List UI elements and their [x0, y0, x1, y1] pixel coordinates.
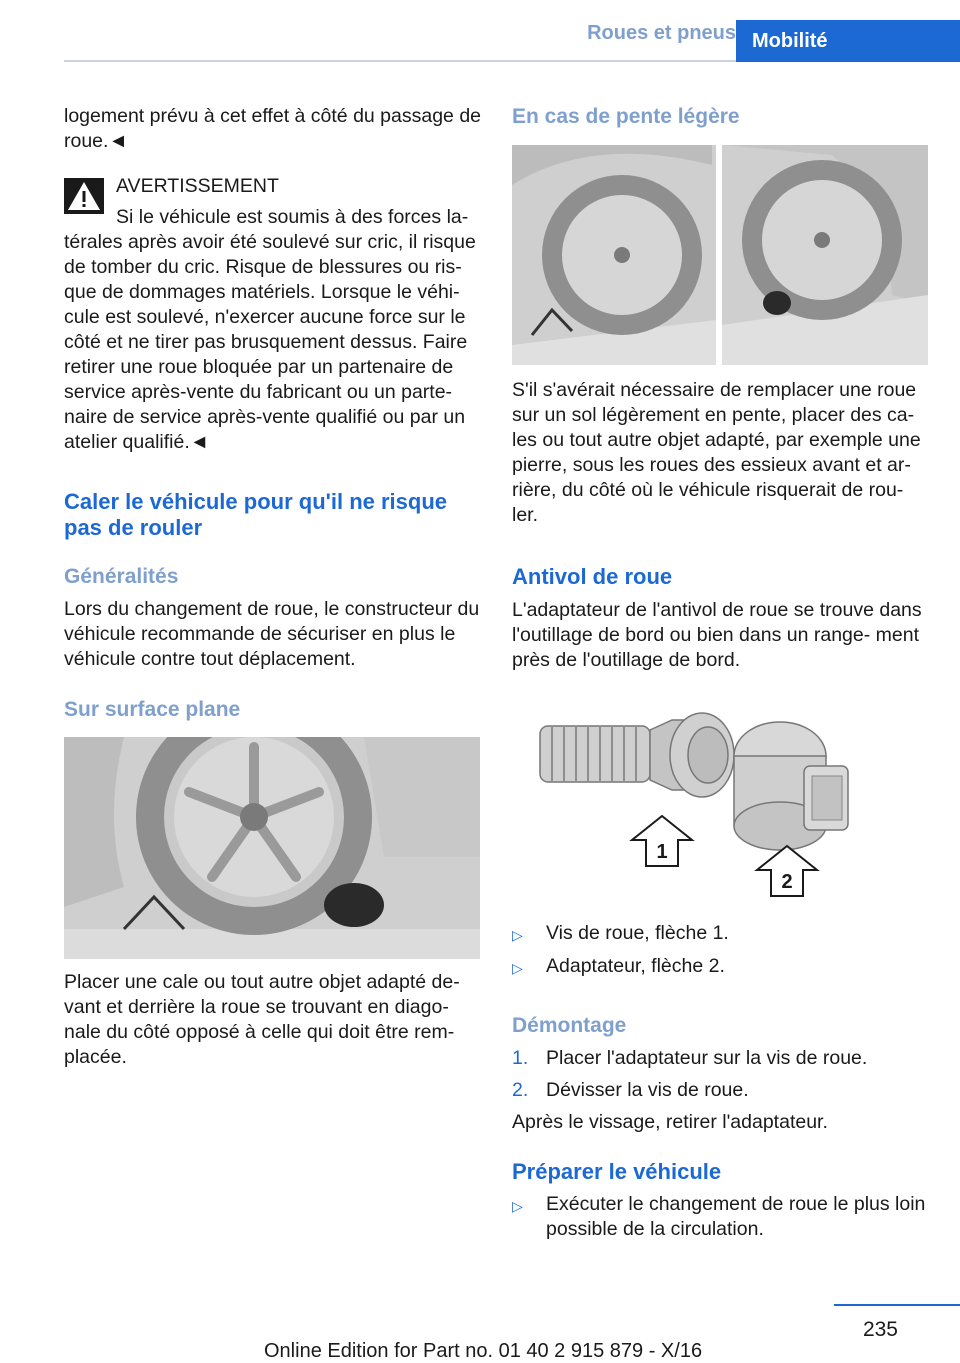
heading-wheel-lock: Antivol de roue	[512, 564, 673, 589]
step-text: Dévisser la vis de roue.	[546, 1079, 749, 1101]
header-chapter-tab[interactable]: Mobilité	[736, 20, 960, 62]
flat-surface-illustration	[64, 737, 480, 959]
heading-flat-surface: Sur surface plane	[64, 698, 241, 721]
slope-paragraph: S'il s'avérait nécessaire de remplacer une roue sur un sol légèrement en pente, placer des ca‐ les ou tout autre objet adapté, par exemple une pierre, sous les roues des essieux avant et ar‐ rière, du côté où le véhicule risquerait de rou‐ ler.	[512, 379, 921, 526]
list-item-text: Adaptateur, flèche 2.	[546, 955, 725, 977]
wheel-bolt-drawing	[540, 713, 734, 797]
flat-surface-paragraph: Placer une cale ou tout autre objet adapté de‐ vant et derrière la roue se trouvant en diago‐ nale du côté opposé à celle qui doit être rem‐ placée.	[64, 971, 460, 1068]
list-item-text: Vis de roue, flèche 1.	[546, 922, 729, 944]
footer-rule	[834, 1304, 960, 1306]
bullet-triangle-icon: ▷	[512, 960, 523, 976]
wheel-lock-paragraph: L'adaptateur de l'antivol de roue se trouve dans l'outillage de bord ou bien dans un range‐ ment près de l'outillage de bord.	[512, 599, 922, 671]
slope-wheels-drawing	[512, 145, 928, 365]
removal-after-text: Après le vissage, retirer l'adaptateur.	[512, 1111, 828, 1133]
page-number: 235	[862, 1318, 898, 1341]
warning-body: térales après avoir été soulevé sur cric, il risque de tomber du cric. Risque de blessures ou ris‐ que de dommages matériels. Lorsque le véhi‐ cule est soulevé, n'exercer aucune force sur le côté et ne tirer pas brusquement dessus. Faire retirer une roue bloquée par un partenaire de service après-vente du fabricant ou un parte‐ naire de service après-vente qualifié ou par un atelier qualifié.◄	[64, 231, 476, 453]
intro-paragraph: logement prévu à cet effet à côté du passage de roue.◄	[64, 105, 482, 152]
warning-icon	[64, 178, 104, 214]
warning-first-line: Si le véhicule est soumis à des forces la-	[116, 206, 469, 228]
heading-slope: En cas de pente légère	[512, 105, 740, 128]
arrow-2-label: 2	[781, 871, 793, 893]
heading-prepare-vehicle: Préparer le véhicule	[512, 1159, 722, 1184]
slope-illustration	[512, 145, 928, 365]
bullet-triangle-icon: ▷	[512, 927, 523, 943]
heading-general: Généralités	[64, 565, 179, 588]
list-item-text: Exécuter le changement de roue le plus loin possible de la circulation.	[546, 1193, 926, 1240]
adapter-drawing	[734, 722, 848, 850]
warning-title: AVERTISSEMENT	[116, 175, 279, 197]
page-header	[0, 0, 960, 64]
heading-wedge-vehicle: Caler le véhicule pour qu'il ne risque pas de rouler	[64, 489, 448, 540]
header-section-tab[interactable]: Roues et pneus	[587, 22, 736, 44]
heading-removal: Démontage	[512, 1014, 627, 1037]
bolt-adapter-drawing	[512, 708, 928, 908]
bullet-triangle-icon: ▷	[512, 1198, 523, 1214]
step-number: 1.	[512, 1047, 529, 1069]
flat-surface-wheel-drawing	[64, 737, 480, 959]
footer-edition: Online Edition for Part no. 01 40 2 915 879 - X/16	[264, 1340, 703, 1362]
general-paragraph: Lors du changement de roue, le constructeur du véhicule recommande de sécuriser en plus le véhicule contre tout déplacement.	[64, 598, 480, 670]
step-text: Placer l'adaptateur sur la vis de roue.	[546, 1047, 868, 1069]
arrow-1-label: 1	[656, 841, 668, 863]
wheel-lock-illustration	[512, 708, 928, 908]
step-number: 2.	[512, 1079, 529, 1101]
